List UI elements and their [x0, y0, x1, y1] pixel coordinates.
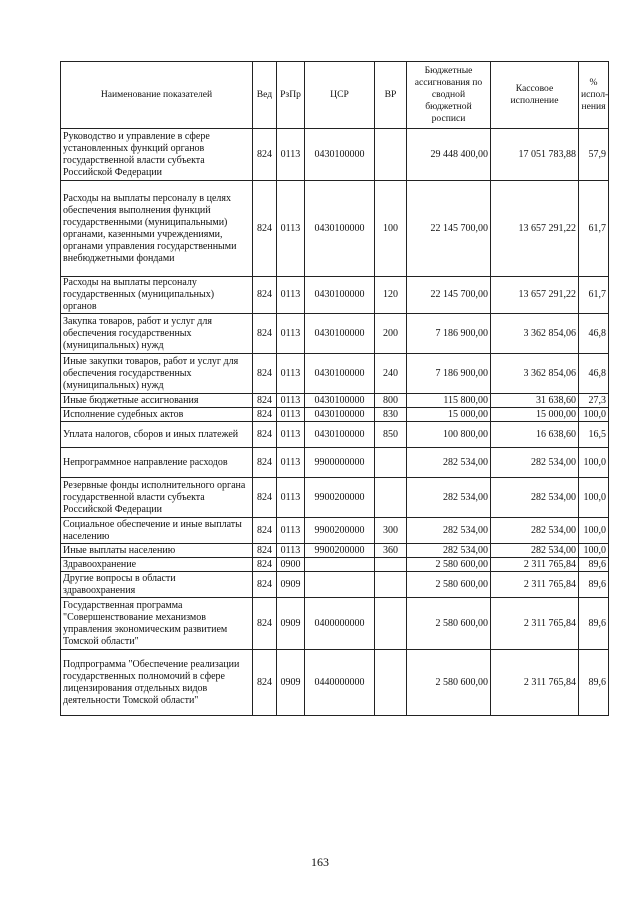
header-rzpr: РзПр	[277, 62, 305, 129]
header-csr: ЦСР	[305, 62, 375, 129]
cell-csr: 9900200000	[305, 518, 375, 544]
table-row	[61, 650, 609, 716]
table-row	[61, 394, 609, 408]
table-row	[61, 544, 609, 558]
header-vr: ВР	[375, 62, 407, 129]
table-row	[61, 558, 609, 572]
cell-rzpr: 0113	[277, 314, 305, 354]
cell-csr: 0400000000	[305, 598, 375, 650]
cell-ved: 824	[253, 394, 277, 408]
cell-budget: 2 580 600,00	[407, 572, 491, 598]
cell-pct: 46,8	[579, 314, 609, 354]
table-row	[61, 572, 609, 598]
cell-name: Здравоохранение	[61, 558, 253, 572]
cell-vr: 200	[375, 314, 407, 354]
cell-vr	[375, 572, 407, 598]
header-kassa: Кассовое исполнение	[491, 62, 579, 129]
cell-name: Государственная программа "Совершенствование механизмов управления экономическим развитием Томской области"	[61, 598, 253, 650]
cell-pct: 61,7	[579, 181, 609, 277]
cell-pct: 100,0	[579, 408, 609, 422]
cell-vr: 240	[375, 354, 407, 394]
cell-pct: 100,0	[579, 448, 609, 478]
cell-name: Закупка товаров, работ и услуг для обеспечения государственных (муниципальных) нужд	[61, 314, 253, 354]
cell-rzpr: 0113	[277, 181, 305, 277]
header-name: Наименование показателей	[61, 62, 253, 129]
cell-vr	[375, 478, 407, 518]
cell-rzpr: 0113	[277, 478, 305, 518]
cell-name: Расходы на выплаты персоналу государственных (муниципальных) органов	[61, 277, 253, 314]
cell-rzpr: 0113	[277, 129, 305, 181]
cell-name: Иные закупки товаров, работ и услуг для обеспечения государственных (муниципальных) нужд	[61, 354, 253, 394]
cell-rzpr: 0113	[277, 518, 305, 544]
cell-kassa: 13 657 291,22	[491, 181, 579, 277]
cell-pct: 27,3	[579, 394, 609, 408]
cell-csr: 9900200000	[305, 478, 375, 518]
cell-vr: 300	[375, 518, 407, 544]
cell-ved: 824	[253, 314, 277, 354]
table-row	[61, 478, 609, 518]
table-row	[61, 518, 609, 544]
cell-pct: 100,0	[579, 544, 609, 558]
cell-ved: 824	[253, 572, 277, 598]
cell-ved: 824	[253, 448, 277, 478]
cell-pct: 57,9	[579, 129, 609, 181]
cell-vr: 120	[375, 277, 407, 314]
cell-rzpr: 0113	[277, 544, 305, 558]
cell-ved: 824	[253, 129, 277, 181]
cell-kassa: 282 534,00	[491, 448, 579, 478]
cell-name: Подпрограмма "Обеспечение реализации государственных полномочий в сфере лицензирования отдельных видов деятельности Томской области"	[61, 650, 253, 716]
cell-pct: 16,5	[579, 422, 609, 448]
cell-rzpr: 0113	[277, 422, 305, 448]
table-body	[61, 129, 609, 716]
budget-execution-table	[60, 61, 609, 716]
cell-budget: 2 580 600,00	[407, 650, 491, 716]
cell-csr: 0430100000	[305, 394, 375, 408]
cell-kassa: 13 657 291,22	[491, 277, 579, 314]
cell-vr	[375, 129, 407, 181]
cell-budget: 282 534,00	[407, 478, 491, 518]
cell-vr: 800	[375, 394, 407, 408]
cell-ved: 824	[253, 181, 277, 277]
header-budget: Бюджетные ассигнования по сводной бюджетной росписи	[407, 62, 491, 129]
cell-name: Исполнение судебных актов	[61, 408, 253, 422]
cell-kassa: 16 638,60	[491, 422, 579, 448]
cell-rzpr: 0113	[277, 277, 305, 314]
table-row	[61, 129, 609, 181]
cell-ved: 824	[253, 422, 277, 448]
cell-csr: 0430100000	[305, 314, 375, 354]
cell-rzpr: 0900	[277, 558, 305, 572]
cell-kassa: 15 000,00	[491, 408, 579, 422]
cell-budget: 22 145 700,00	[407, 181, 491, 277]
cell-name: Руководство и управление в сфере установленных функций органов государственной власти субъекта Российской Федерации	[61, 129, 253, 181]
cell-kassa: 2 311 765,84	[491, 558, 579, 572]
cell-ved: 824	[253, 354, 277, 394]
cell-csr: 0430100000	[305, 408, 375, 422]
table-row	[61, 277, 609, 314]
cell-rzpr: 0113	[277, 408, 305, 422]
cell-name: Социальное обеспечение и иные выплаты населению	[61, 518, 253, 544]
cell-kassa: 31 638,60	[491, 394, 579, 408]
cell-vr	[375, 598, 407, 650]
cell-rzpr: 0909	[277, 572, 305, 598]
cell-budget: 22 145 700,00	[407, 277, 491, 314]
cell-ved: 824	[253, 650, 277, 716]
cell-vr: 850	[375, 422, 407, 448]
cell-budget: 7 186 900,00	[407, 354, 491, 394]
cell-pct: 46,8	[579, 354, 609, 394]
cell-kassa: 3 362 854,06	[491, 314, 579, 354]
header-pct: % испол-нения	[579, 62, 609, 129]
table-row	[61, 448, 609, 478]
cell-rzpr: 0113	[277, 354, 305, 394]
cell-csr: 0430100000	[305, 354, 375, 394]
cell-vr	[375, 558, 407, 572]
cell-csr	[305, 572, 375, 598]
table-row	[61, 408, 609, 422]
cell-ved: 824	[253, 598, 277, 650]
cell-kassa: 282 534,00	[491, 478, 579, 518]
cell-csr: 0440000000	[305, 650, 375, 716]
cell-csr: 0430100000	[305, 129, 375, 181]
cell-name: Иные бюджетные ассигнования	[61, 394, 253, 408]
cell-ved: 824	[253, 518, 277, 544]
cell-pct: 100,0	[579, 478, 609, 518]
table-header-row	[61, 62, 609, 129]
cell-name: Непрограммное направление расходов	[61, 448, 253, 478]
cell-rzpr: 0113	[277, 394, 305, 408]
cell-budget: 115 800,00	[407, 394, 491, 408]
cell-pct: 89,6	[579, 650, 609, 716]
cell-csr: 9900000000	[305, 448, 375, 478]
cell-name: Другие вопросы в области здравоохранения	[61, 572, 253, 598]
cell-ved: 824	[253, 558, 277, 572]
cell-vr	[375, 650, 407, 716]
cell-csr	[305, 558, 375, 572]
cell-ved: 824	[253, 277, 277, 314]
cell-ved: 824	[253, 544, 277, 558]
cell-name: Уплата налогов, сборов и иных платежей	[61, 422, 253, 448]
cell-pct: 89,6	[579, 598, 609, 650]
cell-rzpr: 0113	[277, 448, 305, 478]
cell-rzpr: 0909	[277, 650, 305, 716]
cell-budget: 2 580 600,00	[407, 558, 491, 572]
cell-rzpr: 0909	[277, 598, 305, 650]
cell-vr	[375, 448, 407, 478]
cell-pct: 89,6	[579, 558, 609, 572]
table-row	[61, 422, 609, 448]
table-row	[61, 598, 609, 650]
cell-kassa: 2 311 765,84	[491, 572, 579, 598]
cell-vr: 830	[375, 408, 407, 422]
cell-budget: 2 580 600,00	[407, 598, 491, 650]
cell-kassa: 282 534,00	[491, 544, 579, 558]
cell-pct: 100,0	[579, 518, 609, 544]
cell-budget: 282 534,00	[407, 518, 491, 544]
cell-csr: 9900200000	[305, 544, 375, 558]
page-number: 163	[311, 855, 329, 869]
cell-pct: 89,6	[579, 572, 609, 598]
cell-kassa: 3 362 854,06	[491, 354, 579, 394]
cell-budget: 7 186 900,00	[407, 314, 491, 354]
cell-csr: 0430100000	[305, 422, 375, 448]
cell-kassa: 282 534,00	[491, 518, 579, 544]
cell-ved: 824	[253, 478, 277, 518]
cell-budget: 29 448 400,00	[407, 129, 491, 181]
table-row	[61, 181, 609, 277]
cell-csr: 0430100000	[305, 181, 375, 277]
cell-pct: 61,7	[579, 277, 609, 314]
header-ved: Вед	[253, 62, 277, 129]
cell-vr: 100	[375, 181, 407, 277]
cell-csr: 0430100000	[305, 277, 375, 314]
cell-budget: 15 000,00	[407, 408, 491, 422]
cell-budget: 282 534,00	[407, 544, 491, 558]
cell-kassa: 17 051 783,88	[491, 129, 579, 181]
table-row	[61, 314, 609, 354]
cell-kassa: 2 311 765,84	[491, 650, 579, 716]
cell-ved: 824	[253, 408, 277, 422]
cell-budget: 282 534,00	[407, 448, 491, 478]
cell-budget: 100 800,00	[407, 422, 491, 448]
cell-vr: 360	[375, 544, 407, 558]
cell-name: Расходы на выплаты персоналу в целях обеспечения выполнения функций государственными (муниципальными) органами, казенными учреждениями, органами управления государственными внебюджетными фондами	[61, 181, 253, 277]
cell-name: Иные выплаты населению	[61, 544, 253, 558]
cell-kassa: 2 311 765,84	[491, 598, 579, 650]
table-row	[61, 354, 609, 394]
cell-name: Резервные фонды исполнительного органа государственной власти субъекта Российской Федерации	[61, 478, 253, 518]
